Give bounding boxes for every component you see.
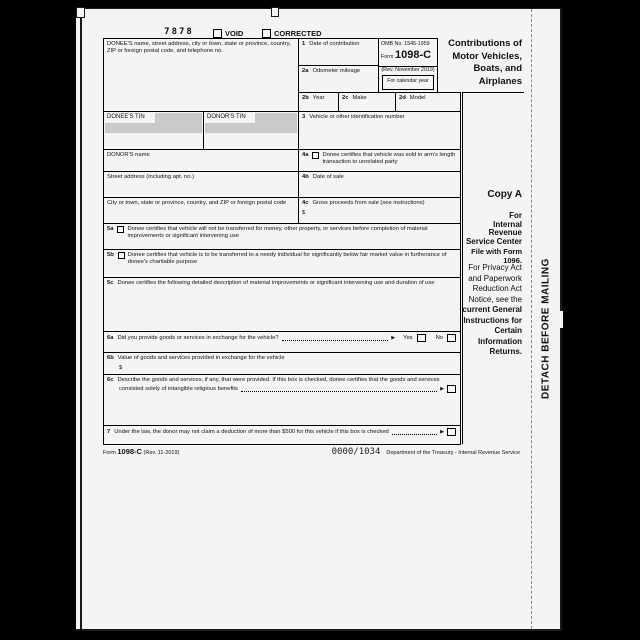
registration-mark bbox=[76, 7, 85, 18]
field-number: 4b bbox=[302, 174, 309, 180]
donee-info-field[interactable] bbox=[103, 38, 299, 112]
field-number: 2c bbox=[342, 95, 349, 101]
footer-agency: Department of the Treasury - Internal Revenue Service bbox=[386, 450, 520, 456]
omb-form-box bbox=[378, 38, 438, 93]
year-label: Year bbox=[312, 95, 325, 101]
line6b-label: Value of goods and services provided in exchange for the vehicle bbox=[117, 355, 285, 361]
donee-info-label: DONEE'S name, street address, city or town, state or province, country, ZIP or foreign postal code, and telephone no. bbox=[107, 41, 291, 54]
arrow-right-icon: ▶ bbox=[391, 335, 396, 341]
field-number: 5a bbox=[107, 226, 114, 232]
gross-proceeds-field[interactable] bbox=[298, 197, 461, 224]
arrow-right-icon: ▶ bbox=[440, 386, 444, 392]
year-field[interactable] bbox=[298, 92, 339, 112]
date-of-contribution-label: Date of contribution bbox=[309, 41, 360, 47]
recipient-line: Internal Revenue bbox=[488, 219, 522, 237]
field-number: 4a bbox=[302, 152, 309, 158]
vehicle-id-label: Vehicle or other identification number bbox=[309, 114, 405, 120]
gross-proceeds-label: Gross proceeds from sale (see instructions) bbox=[312, 200, 425, 206]
recipient-label bbox=[460, 212, 522, 246]
field-number: 5c bbox=[107, 280, 114, 286]
arms-length-field bbox=[298, 149, 461, 172]
field-number: 2a bbox=[302, 68, 309, 74]
donor-name-field[interactable] bbox=[103, 149, 299, 172]
calendar-year-label: For calendar year bbox=[387, 78, 429, 84]
calendar-year-field[interactable] bbox=[382, 75, 434, 90]
print-code: 7878 bbox=[164, 27, 194, 37]
field-number: 3 bbox=[302, 114, 306, 120]
form-title-line: Contributions of bbox=[448, 38, 522, 49]
line7-label: Under the law, the donor may not claim a deduction of more than $500 for this vehicle if this box is checked bbox=[114, 428, 389, 435]
dotted-leader bbox=[392, 430, 437, 435]
donor-name-label: DONOR'S name bbox=[107, 152, 150, 158]
make-label: Make bbox=[352, 95, 367, 101]
vehicle-id-field[interactable] bbox=[298, 111, 461, 150]
line5a-label: Donee certifies that vehicle will not be transferred for money, other property, or services before completion of material improvements or significant intervening use bbox=[127, 226, 428, 239]
donor-tin-field[interactable] bbox=[203, 111, 299, 150]
city-label: City or town, state or province, country, and ZIP or foreign postal code bbox=[107, 200, 287, 206]
line6c-label-line1: Describe the goods and services, if any, that were provided. If this box is checked, donee certifies that the goods and services bbox=[117, 377, 440, 383]
model-label: Model bbox=[409, 95, 426, 101]
no-checkbox[interactable] bbox=[447, 334, 456, 342]
field-number: 2b bbox=[302, 95, 309, 101]
revision-label: (Rev. November 2019) bbox=[381, 67, 435, 73]
date-of-sale-label: Date of sale bbox=[312, 174, 344, 180]
form-page bbox=[76, 8, 562, 631]
street-address-field[interactable] bbox=[103, 171, 299, 198]
recipient-line: Service Center bbox=[465, 236, 522, 246]
arms-length-checkbox[interactable] bbox=[312, 152, 319, 159]
city-field[interactable] bbox=[103, 197, 299, 224]
line5b-label: Donee certifies that vehicle is to be transferred to a needy individual for significantly below fair market value in furtherance of donee's charitable purpose bbox=[127, 252, 447, 265]
copy-a-label: Copy A bbox=[487, 189, 522, 200]
make-field[interactable] bbox=[338, 92, 396, 112]
no-label: No bbox=[435, 334, 443, 341]
form-number: 1098-C bbox=[394, 48, 432, 61]
donee-tin-field[interactable] bbox=[103, 111, 204, 150]
field-number: 1 bbox=[302, 41, 306, 47]
yes-label: Yes bbox=[403, 334, 413, 341]
arms-length-label: Donee certifies that vehicle was sold in arm's length transaction to unrelated party bbox=[322, 152, 456, 165]
field-number: 6c bbox=[107, 377, 114, 383]
line7-checkbox[interactable] bbox=[447, 428, 456, 436]
line6a-label: Did you provide goods or services in exchange for the vehicle? bbox=[117, 334, 279, 341]
form-title-line: Airplanes bbox=[478, 75, 522, 87]
date-of-sale-field[interactable] bbox=[298, 171, 461, 198]
yes-checkbox[interactable] bbox=[417, 334, 426, 342]
form-title-line: Motor Vehicles, bbox=[452, 50, 522, 62]
line5b-checkbox[interactable] bbox=[118, 252, 125, 259]
field-number: 6b bbox=[107, 355, 114, 361]
privacy-notice bbox=[458, 263, 522, 358]
footer-print-code: 0000/1034 bbox=[331, 447, 381, 457]
privacy-notice-bold: current General Instructions for Certain Information Returns. bbox=[462, 305, 522, 356]
line7-field bbox=[103, 425, 461, 445]
model-field[interactable] bbox=[395, 92, 461, 112]
dotted-leader bbox=[282, 336, 389, 341]
form-word: Form bbox=[381, 53, 394, 60]
line6c-checkbox[interactable] bbox=[447, 385, 456, 393]
date-of-contribution-field[interactable] bbox=[298, 38, 379, 66]
currency-symbol: $ bbox=[302, 210, 306, 216]
pinfeed-edge-line bbox=[80, 9, 82, 629]
form-1098c-grid bbox=[103, 38, 461, 445]
field-number: 7 bbox=[107, 428, 111, 435]
line5b-field bbox=[103, 249, 461, 278]
line5a-field bbox=[103, 223, 461, 250]
donee-tin-label: DONEE'S TIN bbox=[107, 114, 145, 120]
line5a-checkbox[interactable] bbox=[117, 226, 124, 233]
detach-before-mailing-label: DETACH BEFORE MAILING bbox=[540, 258, 552, 399]
footer-revision: (Rev. 11-2019) bbox=[143, 450, 180, 456]
sidebar-top-rule bbox=[462, 92, 524, 93]
line6c-label-line2: consisted solely of intangible religious benefits bbox=[119, 385, 238, 392]
perforation-dashed-line bbox=[531, 9, 532, 629]
line6c-field[interactable] bbox=[103, 374, 461, 426]
form-title bbox=[432, 38, 522, 88]
footer-form-number: 1098-C bbox=[117, 447, 142, 456]
form-title-line: Boats, and bbox=[473, 63, 522, 74]
line6a-field bbox=[103, 331, 461, 353]
field-number: 6a bbox=[107, 334, 114, 341]
line6b-field[interactable] bbox=[103, 352, 461, 375]
currency-symbol: $ bbox=[119, 365, 123, 371]
line5c-label: Donee certifies the following detailed description of material improvements or significant intervening use and duration of use bbox=[117, 280, 435, 286]
omb-number: OMB No. 1545-1959 bbox=[381, 41, 430, 47]
footer-form-word: Form bbox=[103, 450, 116, 456]
registration-mark bbox=[271, 7, 279, 17]
privacy-notice-regular: For Privacy Act and Paperwork Reduction Act Notice, see the bbox=[468, 263, 522, 304]
perforation-notch bbox=[559, 311, 563, 328]
odometer-mileage-label: Odometer mileage bbox=[312, 68, 361, 74]
field-number: 5b bbox=[107, 252, 114, 258]
arrow-right-icon: ▶ bbox=[440, 429, 444, 435]
line5c-field[interactable] bbox=[103, 277, 461, 332]
void-label: VOID bbox=[225, 29, 244, 38]
donor-tin-label: DONOR'S TIN bbox=[207, 114, 246, 120]
corrected-label: CORRECTED bbox=[274, 29, 322, 38]
street-address-label: Street address (including apt. no.) bbox=[107, 174, 195, 180]
corrected-checkbox[interactable] bbox=[262, 29, 271, 38]
field-number: 2d bbox=[399, 95, 406, 101]
file-with-label: File with Form 1096. bbox=[471, 247, 522, 265]
recipient-line: For bbox=[509, 211, 522, 220]
void-checkbox[interactable] bbox=[213, 29, 222, 38]
dotted-leader bbox=[241, 387, 437, 392]
field-number: 4c bbox=[302, 200, 309, 206]
odometer-mileage-field[interactable] bbox=[298, 65, 379, 93]
